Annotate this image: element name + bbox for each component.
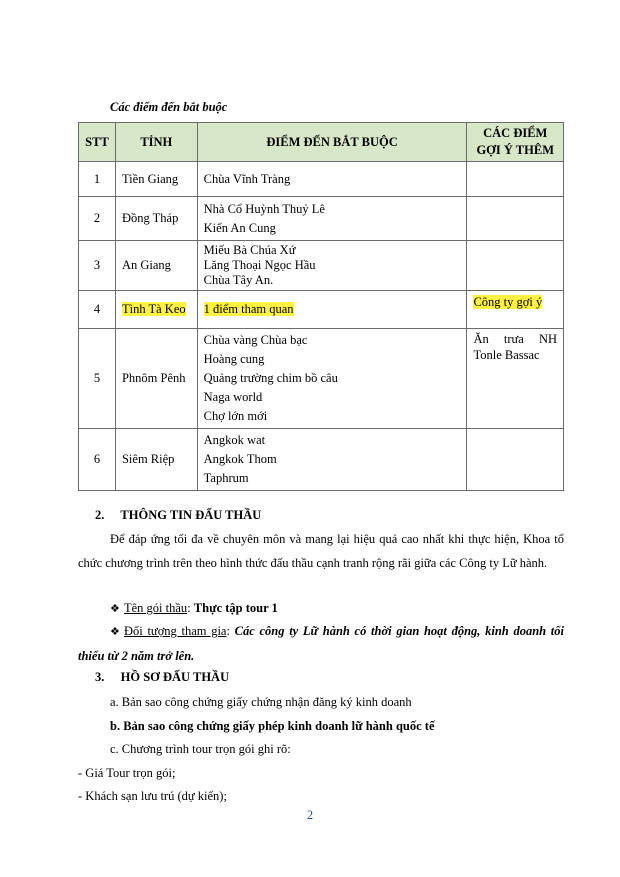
cell-province <box>115 291 197 329</box>
cell-destinations <box>197 162 467 197</box>
destination-item: Taphrum <box>203 471 249 485</box>
table-row <box>79 241 564 291</box>
table-caption: Các điểm đến bắt buộc <box>110 100 228 114</box>
cell-province: An Giang <box>115 241 197 291</box>
suggestion-line: Tonle Bassac <box>473 348 540 362</box>
table-row <box>79 162 564 197</box>
destination-item: Naga world <box>203 390 263 404</box>
destination-item: Kiến An Cung <box>203 220 276 235</box>
table-header-row <box>79 123 564 162</box>
cell-suggestion <box>467 241 564 291</box>
section-2-title: THÔNG TIN ĐẤU THẦU <box>120 508 262 522</box>
section-3-number: 3. <box>95 670 105 684</box>
destination-item: Lăng Thoại Ngọc Hầu <box>203 258 316 272</box>
suggestion-line: Ăn trưa NH <box>473 332 557 346</box>
province-highlighted: Tình Tà Keo <box>121 302 186 316</box>
diamond-bullet-icon: ❖ <box>110 626 120 638</box>
diamond-bullet-icon: ❖ <box>110 603 120 615</box>
cell-province: Tiền Giang <box>115 162 197 197</box>
table-row <box>79 197 564 241</box>
cell-province: Siêm Riệp <box>115 429 197 491</box>
header-suggestions <box>467 123 564 162</box>
section-2-paragraph <box>78 527 564 575</box>
destination-item: Miếu Bà Chúa Xứ <box>203 243 296 257</box>
cell-stt: 6 <box>79 429 116 491</box>
destination-item: Hoàng cung <box>203 352 265 366</box>
destinations-table <box>78 122 564 491</box>
header-stt: STT <box>79 123 116 162</box>
cell-destinations <box>197 329 467 429</box>
cell-suggestion <box>467 162 564 197</box>
page-number: 2 <box>306 808 314 822</box>
section-2-heading <box>95 508 261 523</box>
cell-destinations <box>197 241 467 291</box>
cell-suggestion <box>467 291 564 329</box>
header-suggestions-line1: CÁC ĐIỂM <box>483 126 548 140</box>
cell-province: Đồng Tháp <box>115 197 197 241</box>
doc-item-b: b. Bản sao công chứng giấy phép kinh doanh lữ hành quốc tế <box>110 719 435 733</box>
section-3-heading <box>95 670 229 685</box>
destination-item: Nhà Cổ Huỳnh Thuỷ Lê <box>203 201 325 216</box>
header-province: TỈNH <box>115 123 197 162</box>
destination-item: Chợ lớn mới <box>203 409 268 423</box>
destination-item: Chùa Tây An. <box>203 273 274 287</box>
cell-stt: 5 <box>79 329 116 429</box>
doc-item-c: c. Chương trình tour trọn gói ghi rõ: <box>110 742 291 756</box>
package-label: Tên gói thầu <box>124 601 188 615</box>
doc-dash-1: - Giá Tour trọn gói; <box>78 766 176 780</box>
package-name-line: ❖ Tên gói thầu: Thực tập tour 1 <box>110 601 278 615</box>
section-2-number: 2. <box>95 508 105 522</box>
destination-item: Quảng trường chim bồ câu <box>203 371 338 385</box>
cell-destinations <box>197 197 467 241</box>
cell-stt: 4 <box>79 291 116 329</box>
participants-value: Các công ty Lữ hành có thời gian hoạt động, kinh doanh tối thiểu từ 2 năm trở lên. <box>78 624 565 663</box>
destination-item: Chùa vàng Chùa bạc <box>203 333 308 347</box>
participants-line: ❖ Đối tượng tham gia: Các công ty Lữ hành có thời gian hoạt động, kinh doanh tối thiểu từ 2 năm trở lên. <box>78 619 564 668</box>
cell-suggestion <box>467 197 564 241</box>
destination-item: Chùa Vĩnh Tràng <box>203 171 291 186</box>
table-row <box>79 329 564 429</box>
cell-destinations <box>197 429 467 491</box>
doc-dash-2: - Khách sạn lưu trú (dự kiến); <box>78 789 227 803</box>
table-row <box>79 429 564 491</box>
cell-stt: 1 <box>79 162 116 197</box>
header-suggestions-line2: GỢI Ý THÊM <box>476 143 554 157</box>
suggestion-highlighted: Công ty gợi ý <box>473 295 543 309</box>
section-3-title: HỒ SƠ ĐẤU THẦU <box>120 670 230 684</box>
header-destinations: ĐIỂM ĐẾN BẮT BUỘC <box>197 123 467 162</box>
destination-item: 1 điểm tham quan <box>203 302 294 316</box>
cell-suggestion <box>467 429 564 491</box>
destination-item: Angkok Thom <box>203 452 277 466</box>
cell-stt: 3 <box>79 241 116 291</box>
doc-item-a: a. Bản sao công chứng giấy chứng nhận đăng ký kinh doanh <box>110 695 412 709</box>
cell-suggestion <box>467 329 564 429</box>
destination-item: Angkok wat <box>203 433 266 447</box>
cell-province: Phnôm Pênh <box>115 329 197 429</box>
cell-stt: 2 <box>79 197 116 241</box>
table-row <box>79 291 564 329</box>
cell-destinations <box>197 291 467 329</box>
participants-label: Đối tượng tham gia <box>124 624 227 638</box>
package-value: Thực tập tour 1 <box>193 601 278 615</box>
section-2-paragraph-text: Để đáp ứng tối đa về chuyên môn và mang lại hiệu quả cao nhất khi thực hiện, Khoa tổ chức chương trình trên theo hình thức đấu thầu cạnh tranh rộng rãi giữa các Công ty Lữ hành. <box>78 532 564 570</box>
